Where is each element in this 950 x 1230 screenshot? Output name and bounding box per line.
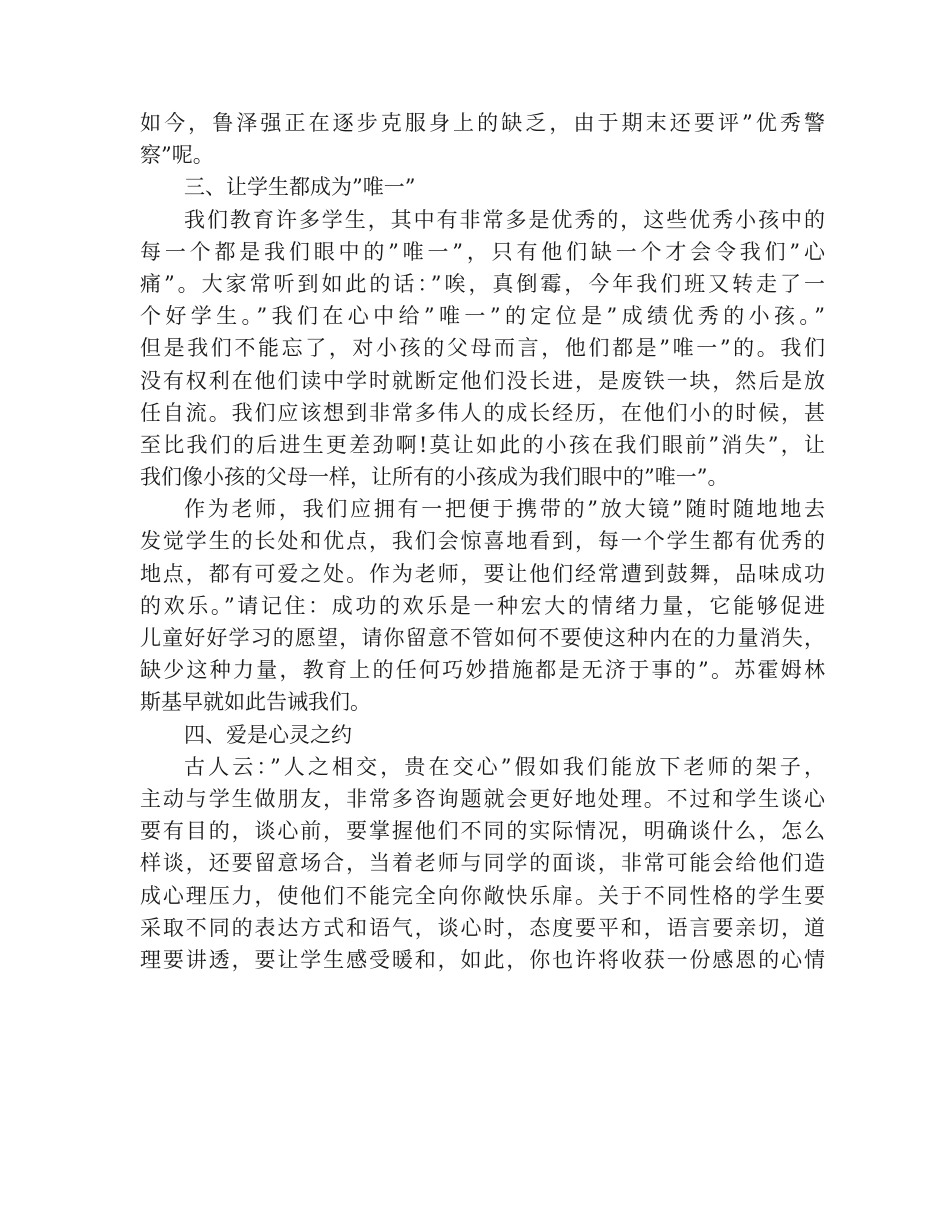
- text-line: 但是我们不能忘了，对小孩的父母而言，他们都是”唯一”的。我们: [140, 336, 825, 361]
- text-line: 如今，鲁泽强正在逐步克服身上的缺乏，由于期末还要评”优秀警: [140, 111, 825, 135]
- text-line: 理要讲透，要让学生感受暖和，如此，你也许将收获一份感恩的心情: [140, 947, 825, 972]
- text-line: 要有目的，谈心前，要掌握他们不同的实际情况，明确谈什么，怎么: [140, 819, 825, 844]
- text-line: 儿童好好学习的愿望，请你留意不管如何不要使这种内在的力量消失，: [140, 626, 825, 650]
- paragraph-last-line: 斯基早就如此告诫我们。: [140, 690, 371, 715]
- text-line: 至比我们的后进生更差劲啊!莫让如此的小孩在我们眼前”消失”，让: [140, 432, 825, 457]
- paragraph-last-line: 察”呢。: [140, 143, 214, 168]
- text-line: 缺少这种力量，教育上的任何巧妙措施都是无济于事的”。苏霍姆林: [140, 658, 825, 683]
- text-line: 地点，都有可爱之处。作为老师，要让他们经常遭到鼓舞，品味成功: [140, 561, 825, 586]
- text-line: 没有权利在他们读中学时就断定他们没长进，是废铁一块，然后是放: [140, 368, 825, 393]
- paragraph-first-line: 古人云：”人之相交，贵在交心”假如我们能放下老师的架子，: [184, 754, 825, 779]
- text-line: 的欢乐。”请记住：成功的欢乐是一种宏大的情绪力量，它能够促进: [140, 593, 825, 618]
- text-line: 成心理压力，使他们不能完全向你敞快乐扉。关于不同性格的学生要: [140, 883, 825, 908]
- text-line: 每一个都是我们眼中的”唯一”，只有他们缺一个才会令我们”心: [140, 239, 825, 264]
- text-line: 个好学生。”我们在心中给”唯一”的定位是”成绩优秀的小孩。”: [140, 304, 825, 329]
- paragraph-first-line: 作为老师，我们应拥有一把便于携带的”放大镜”随时随地地去: [184, 497, 825, 522]
- text-line: 主动与学生做朋友，非常多咨询题就会更好地处理。不过和学生谈心: [140, 786, 825, 811]
- paragraph-first-line: 我们教育许多学生，其中有非常多是优秀的，这些优秀小孩中的: [184, 207, 825, 232]
- text-line: 采取不同的表达方式和语气，谈心时，态度要平和，语言要亲切，道: [140, 915, 825, 940]
- text-line: 样谈，还要留意场合，当着老师与同学的面谈，非常可能会给他们造: [140, 851, 825, 876]
- text-line: 痛”。大家常听到如此的话：”唉，真倒霉，今年我们班又转走了一: [140, 271, 825, 296]
- section-heading: 三、让学生都成为”唯一”: [184, 175, 416, 200]
- text-line: 任自流。我们应该想到非常多伟人的成长经历，在他们小的时候，甚: [140, 400, 825, 425]
- document-page: [140, 107, 825, 976]
- section-heading: 四、爱是心灵之约: [184, 722, 352, 747]
- paragraph-last-line: 我们像小孩的父母一样，让所有的小孩成为我们眼中的”唯一”。: [140, 465, 729, 490]
- text-line: 发觉学生的长处和优点，我们会惊喜地看到，每一个学生都有优秀的: [140, 529, 825, 554]
